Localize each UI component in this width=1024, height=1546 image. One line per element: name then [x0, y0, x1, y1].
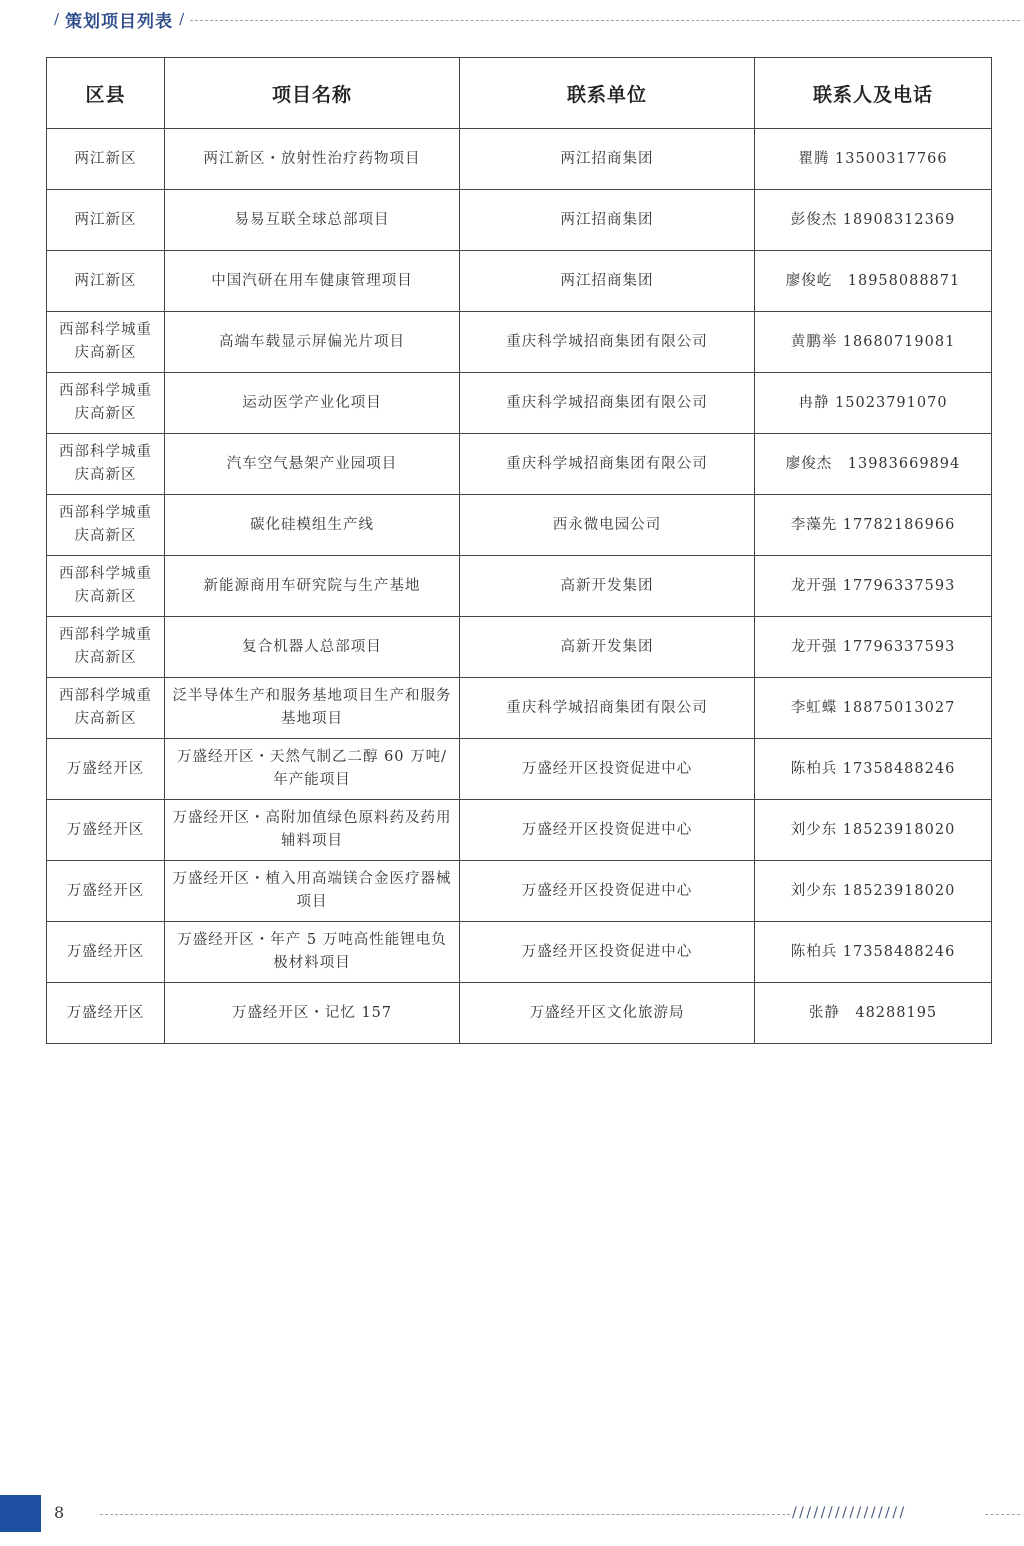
cell-unit: 两江招商集团 — [460, 251, 755, 312]
cell-unit: 西永微电园公司 — [460, 495, 755, 556]
cell-district: 万盛经开区 — [47, 861, 165, 922]
cell-district: 两江新区 — [47, 251, 165, 312]
cell-contact: 黄鹏举 18680719081 — [755, 312, 992, 373]
cell-project: 万盛经开区・高附加值绿色原料药及药用辅料项目 — [165, 800, 460, 861]
cell-contact: 瞿腾 13500317766 — [755, 129, 992, 190]
cell-contact: 陈柏兵 17358488246 — [755, 739, 992, 800]
cell-project: 两江新区・放射性治疗药物项目 — [165, 129, 460, 190]
cell-district: 两江新区 — [47, 190, 165, 251]
page-header — [54, 6, 1020, 32]
cell-unit: 高新开发集团 — [460, 556, 755, 617]
header-slash-left: / — [54, 10, 60, 28]
cell-district: 万盛经开区 — [47, 983, 165, 1044]
table-row — [47, 861, 992, 922]
project-table — [46, 57, 992, 1044]
cell-contact: 刘少东 18523918020 — [755, 861, 992, 922]
cell-contact: 张静 48288195 — [755, 983, 992, 1044]
table-row — [47, 129, 992, 190]
cell-project: 万盛经开区・植入用高端镁合金医疗器械项目 — [165, 861, 460, 922]
cell-project: 高端车载显示屏偏光片项目 — [165, 312, 460, 373]
table-header-row — [47, 58, 992, 129]
cell-project: 万盛经开区・年产 5 万吨高性能锂电负极材料项目 — [165, 922, 460, 983]
cell-contact: 龙开强 17796337593 — [755, 556, 992, 617]
column-header-district: 区县 — [47, 58, 165, 129]
cell-district: 西部科学城重庆高新区 — [47, 373, 165, 434]
cell-project: 易易互联全球总部项目 — [165, 190, 460, 251]
cell-unit: 两江招商集团 — [460, 129, 755, 190]
cell-contact: 廖俊屹 18958088871 — [755, 251, 992, 312]
page-title: 策划项目列表 — [65, 11, 174, 32]
cell-project: 泛半导体生产和服务基地项目生产和服务基地项目 — [165, 678, 460, 739]
cell-contact: 冉静 15023791070 — [755, 373, 992, 434]
cell-contact: 李藻先 17782186966 — [755, 495, 992, 556]
cell-district: 西部科学城重庆高新区 — [47, 434, 165, 495]
footer-divider-end — [985, 1514, 1020, 1515]
cell-district: 西部科学城重庆高新区 — [47, 678, 165, 739]
cell-project: 万盛经开区・天然气制乙二醇 60 万吨/年产能项目 — [165, 739, 460, 800]
cell-district: 万盛经开区 — [47, 800, 165, 861]
cell-project: 新能源商用车研究院与生产基地 — [165, 556, 460, 617]
page-number: 8 — [54, 1503, 65, 1522]
table-row — [47, 983, 992, 1044]
cell-unit: 重庆科学城招商集团有限公司 — [460, 312, 755, 373]
cell-contact: 廖俊杰 13983669894 — [755, 434, 992, 495]
cell-project: 运动医学产业化项目 — [165, 373, 460, 434]
table-row — [47, 373, 992, 434]
table-row — [47, 800, 992, 861]
cell-unit: 高新开发集团 — [460, 617, 755, 678]
column-header-unit: 联系单位 — [460, 58, 755, 129]
cell-unit: 万盛经开区投资促进中心 — [460, 739, 755, 800]
cell-project: 复合机器人总部项目 — [165, 617, 460, 678]
cell-unit: 重庆科学城招商集团有限公司 — [460, 678, 755, 739]
column-header-project: 项目名称 — [165, 58, 460, 129]
header-slash-right: / — [179, 10, 185, 28]
cell-unit: 万盛经开区投资促进中心 — [460, 800, 755, 861]
cell-district: 西部科学城重庆高新区 — [47, 617, 165, 678]
cell-contact: 彭俊杰 18908312369 — [755, 190, 992, 251]
cell-contact: 龙开强 17796337593 — [755, 617, 992, 678]
footer-hatch-decoration: / / / / / / / / / / / / / / / / — [792, 1505, 904, 1521]
cell-project: 万盛经开区・记忆 157 — [165, 983, 460, 1044]
column-header-contact: 联系人及电话 — [755, 58, 992, 129]
table-row — [47, 556, 992, 617]
cell-district: 西部科学城重庆高新区 — [47, 495, 165, 556]
cell-district: 万盛经开区 — [47, 739, 165, 800]
cell-project: 碳化硅模组生产线 — [165, 495, 460, 556]
table-row — [47, 739, 992, 800]
cell-district: 万盛经开区 — [47, 922, 165, 983]
cell-contact: 陈柏兵 17358488246 — [755, 922, 992, 983]
cell-unit: 万盛经开区文化旅游局 — [460, 983, 755, 1044]
table-row — [47, 678, 992, 739]
cell-unit: 两江招商集团 — [460, 190, 755, 251]
cell-unit: 万盛经开区投资促进中心 — [460, 861, 755, 922]
cell-district: 西部科学城重庆高新区 — [47, 556, 165, 617]
table-row — [47, 495, 992, 556]
footer-accent-block — [0, 1495, 41, 1532]
cell-project: 中国汽研在用车健康管理项目 — [165, 251, 460, 312]
cell-district: 两江新区 — [47, 129, 165, 190]
table-row — [47, 434, 992, 495]
cell-unit: 重庆科学城招商集团有限公司 — [460, 373, 755, 434]
cell-contact: 李虹蝶 18875013027 — [755, 678, 992, 739]
cell-project: 汽车空气悬架产业园项目 — [165, 434, 460, 495]
cell-unit: 万盛经开区投资促进中心 — [460, 922, 755, 983]
table-row — [47, 617, 992, 678]
cell-unit: 重庆科学城招商集团有限公司 — [460, 434, 755, 495]
table-row — [47, 922, 992, 983]
footer-divider — [100, 1514, 790, 1515]
table-row — [47, 251, 992, 312]
cell-contact: 刘少东 18523918020 — [755, 800, 992, 861]
header-divider — [190, 20, 1020, 21]
table-row — [47, 312, 992, 373]
cell-district: 西部科学城重庆高新区 — [47, 312, 165, 373]
table-row — [47, 190, 992, 251]
